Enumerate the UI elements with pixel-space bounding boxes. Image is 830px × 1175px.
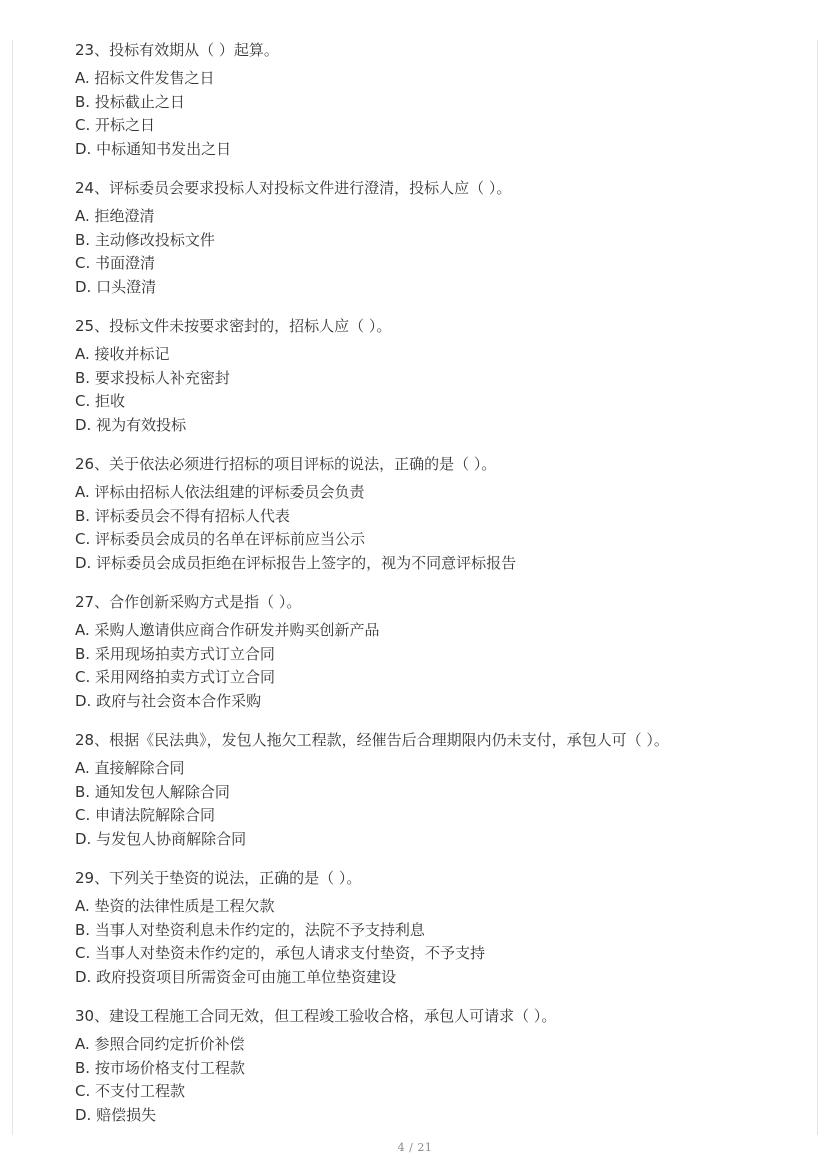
option-d: D. 视为有效投标 [75, 415, 187, 434]
question-title: 25、投标文件未按要求密封的，招标人应（ ）。 [75, 317, 392, 335]
option-b: B. 要求投标人补充密封 [75, 368, 230, 387]
option-b: B. 主动修改投标文件 [75, 230, 215, 249]
left-margin-line [12, 40, 13, 1135]
option-c: C. 采用网络拍卖方式订立合同 [75, 668, 276, 686]
option-d: D. 评标委员会成员拒绝在评标报告上签字的，视为不同意评标报告 [75, 553, 517, 572]
option-a: A. 参照合同约定折价补偿 [75, 1035, 245, 1053]
option-a: A. 接收并标记 [75, 345, 170, 363]
option-a: A. 采购人邀请供应商合作研发并购买创新产品 [75, 621, 380, 639]
page-number: 4 / 21 [397, 1141, 433, 1154]
option-c: C. 申请法院解除合同 [75, 806, 216, 824]
question-title: 24、评标委员会要求投标人对投标文件进行澄清，投标人应（ ）。 [75, 179, 512, 197]
option-c: C. 评标委员会成员的名单在评标前应当公示 [75, 530, 366, 548]
option-c: C. 书面澄清 [75, 254, 156, 272]
option-b: B. 评标委员会不得有招标人代表 [75, 506, 290, 525]
right-margin-line [817, 40, 818, 1135]
question-title: 23、投标有效期从（ ）起算。 [75, 41, 279, 59]
option-d: D. 政府与社会资本合作采购 [75, 691, 262, 710]
question-list [75, 39, 815, 1143]
option-b: B. 采用现场拍卖方式订立合同 [75, 644, 275, 663]
option-a: A. 拒绝澄清 [75, 207, 155, 225]
option-d: D. 中标通知书发出之日 [75, 139, 232, 158]
question-title: 28、根据《民法典》，发包人拖欠工程款，经催告后合理期限内仍未支付，承包人可（ ）。 [75, 731, 669, 749]
question-title: 26、关于依法必须进行招标的项目评标的说法，正确的是（ ）。 [75, 455, 497, 473]
question-title: 27、合作创新采购方式是指（ ）。 [75, 593, 302, 611]
option-d: D. 赔偿损失 [75, 1105, 157, 1124]
question-25 [75, 315, 815, 437]
question-27 [75, 591, 815, 713]
option-c: C. 开标之日 [75, 116, 156, 134]
option-a: A. 评标由招标人依法组建的评标委员会负责 [75, 483, 365, 501]
option-b: B. 通知发包人解除合同 [75, 782, 230, 801]
option-c: C. 当事人对垫资未作约定的，承包人请求支付垫资，不予支持 [75, 944, 486, 962]
question-title: 29、下列关于垫资的说法，正确的是（ ）。 [75, 869, 362, 887]
option-a: A. 直接解除合同 [75, 759, 185, 777]
option-b: B. 投标截止之日 [75, 92, 185, 111]
option-a: A. 招标文件发售之日 [75, 69, 215, 87]
option-d: D. 与发包人协商解除合同 [75, 829, 247, 848]
option-b: B. 按市场价格支付工程款 [75, 1058, 245, 1077]
option-a: A. 垫资的法律性质是工程欠款 [75, 897, 275, 915]
question-29 [75, 867, 815, 989]
question-26 [75, 453, 815, 575]
question-title: 30、建设工程施工合同无效，但工程竣工验收合格，承包人可请求（ ）。 [75, 1007, 557, 1025]
option-d: D. 政府投资项目所需资金可由施工单位垫资建设 [75, 967, 397, 986]
question-24 [75, 177, 815, 299]
question-28 [75, 729, 815, 851]
option-d: D. 口头澄清 [75, 277, 157, 296]
question-23 [75, 39, 815, 161]
question-30 [75, 1005, 815, 1127]
option-b: B. 当事人对垫资利息未作约定的，法院不予支持利息 [75, 920, 425, 939]
option-c: C. 不支付工程款 [75, 1082, 186, 1100]
option-c: C. 拒收 [75, 392, 126, 410]
